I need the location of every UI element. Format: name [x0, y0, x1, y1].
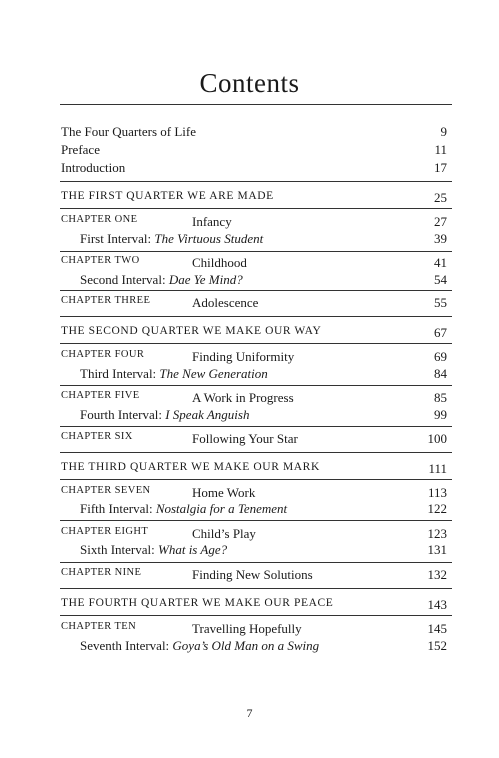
- chapter-entry[interactable]: CHAPTER TEN Travelling Hopefully 145: [61, 621, 447, 636]
- section-rule: [60, 479, 452, 480]
- page-title: Contents: [199, 68, 300, 98]
- interval-entry[interactable]: Third Interval: The New Generation 84: [80, 366, 447, 381]
- interval-entry[interactable]: Fourth Interval: I Speak Anguish 99: [80, 407, 447, 422]
- section-rule: [60, 452, 452, 453]
- chapter-entry[interactable]: CHAPTER THREE Adolescence 55: [61, 295, 447, 310]
- interval-entry[interactable]: Fifth Interval: Nostalgia for a Tenement 122: [80, 501, 447, 516]
- section-rule: [60, 562, 452, 563]
- chapter-entry[interactable]: CHAPTER NINE Finding New Solutions 132: [61, 567, 447, 582]
- section-rule: [60, 385, 452, 386]
- chapter-entry[interactable]: CHAPTER TWO Childhood 41: [61, 255, 447, 270]
- section-rule: [60, 181, 452, 182]
- chapter-entry[interactable]: CHAPTER EIGHT Child’s Play 123: [61, 526, 447, 541]
- chapter-entry[interactable]: CHAPTER SEVEN Home Work 113: [61, 485, 447, 500]
- section-rule: [60, 615, 452, 616]
- section-rule: [60, 520, 452, 521]
- part-heading[interactable]: THE SECOND QUARTER WE MAKE OUR WAY 67: [61, 325, 447, 340]
- part-heading[interactable]: THE FIRST QUARTER WE ARE MADE 25: [61, 190, 447, 205]
- section-rule: [60, 316, 452, 317]
- chapter-entry[interactable]: CHAPTER SIX Following Your Star 100: [61, 431, 447, 446]
- interval-entry[interactable]: Second Interval: Dae Ye Mind? 54: [80, 272, 447, 287]
- section-rule: [60, 251, 452, 252]
- section-rule: [60, 343, 452, 344]
- page-number: 7: [246, 706, 253, 720]
- toc-entry[interactable]: Preface 11: [61, 142, 447, 157]
- section-rule: [60, 290, 452, 291]
- part-heading[interactable]: THE FOURTH QUARTER WE MAKE OUR PEACE 143: [61, 597, 447, 612]
- toc-entry[interactable]: Introduction 17: [61, 160, 447, 175]
- title-rule: [60, 104, 452, 105]
- interval-entry[interactable]: Seventh Interval: Goya’s Old Man on a Swing 152: [80, 638, 447, 653]
- interval-entry[interactable]: Sixth Interval: What is Age? 131: [80, 542, 447, 557]
- section-rule: [60, 588, 452, 589]
- part-heading[interactable]: THE THIRD QUARTER WE MAKE OUR MARK 111: [61, 461, 447, 476]
- chapter-entry[interactable]: CHAPTER ONE Infancy 27: [61, 214, 447, 229]
- section-rule: [60, 426, 452, 427]
- section-rule: [60, 208, 452, 209]
- chapter-entry[interactable]: CHAPTER FIVE A Work in Progress 85: [61, 390, 447, 405]
- toc-entry[interactable]: The Four Quarters of Life 9: [61, 124, 447, 139]
- chapter-entry[interactable]: CHAPTER FOUR Finding Uniformity 69: [61, 349, 447, 364]
- interval-entry[interactable]: First Interval: The Virtuous Student 39: [80, 231, 447, 246]
